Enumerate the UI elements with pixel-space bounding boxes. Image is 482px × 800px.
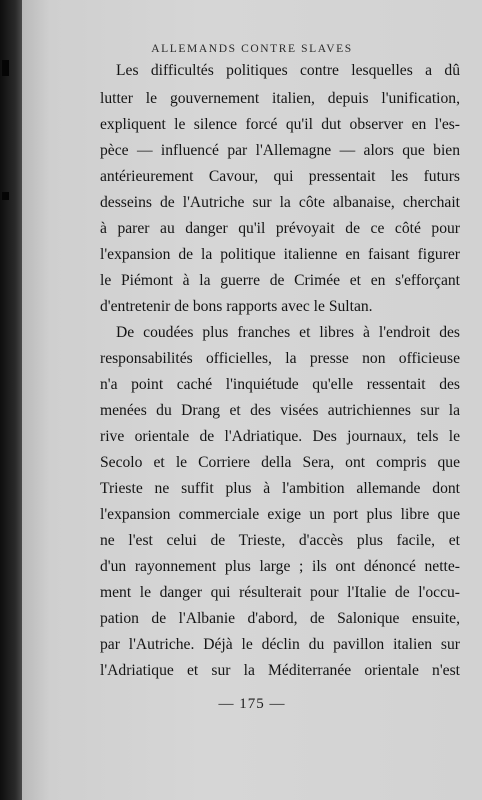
text-line: pèce — influencé par l'Allemagne — alors que bien	[100, 142, 460, 159]
text-line: expliquent le silence forcé qu'il dut observer en l'es-	[100, 116, 460, 133]
text-line: l'expansion commerciale exige un port plus libre que	[100, 506, 460, 523]
text-line: d'un rayonnement plus large ; ils ont dénoncé nette-	[100, 558, 460, 575]
book-page	[22, 0, 482, 800]
book-spine-shadow	[0, 0, 22, 800]
text-line: à parer au danger qu'il prévoyait de ce côté pour	[100, 220, 460, 237]
text-line: l'expansion de la politique italienne en faisant figurer	[100, 246, 460, 263]
text-line: ment le danger qui résulterait pour l'Italie de l'occu-	[100, 584, 460, 601]
page-number: — 175 —	[218, 696, 286, 712]
text-line: l'Adriatique et sur la Méditerranée orientale n'est	[100, 662, 460, 679]
text-line: lutter le gouvernement italien, depuis l'unification,	[100, 90, 460, 107]
binding-mark	[2, 60, 9, 76]
text-line: desseins de l'Autriche sur la côte albanaise, cherchait	[100, 194, 460, 211]
text-line: responsabilités officielles, la presse non officieuse	[100, 350, 460, 367]
text-line: d'entretenir de bons rapports avec le Sultan.	[100, 298, 373, 315]
text-line: le Piémont à la guerre de Crimée et en s'efforçant	[100, 272, 460, 289]
text-line: De coudées plus franches et libres à l'endroit des	[116, 324, 460, 341]
text-line: menées du Drang et des visées autrichiennes sur la	[100, 402, 460, 419]
running-head: ALLEMANDS CONTRE SLAVES	[151, 43, 353, 55]
text-line: par l'Autriche. Déjà le déclin du pavillon italien sur	[100, 636, 460, 653]
text-line: Les difficultés politiques contre lesquelles a dû	[116, 62, 460, 79]
text-line: Trieste ne suffit plus à l'ambition allemande dont	[100, 480, 460, 497]
text-line: pation de l'Albanie d'abord, de Salonique ensuite,	[100, 610, 460, 627]
text-line: Secolo et le Corriere della Sera, ont compris que	[100, 454, 460, 471]
text-line: n'a point caché l'inquiétude qu'elle ressentait des	[100, 376, 460, 393]
text-line: ne l'est celui de Trieste, d'accès plus facile, et	[100, 532, 460, 549]
text-line: rive orientale de l'Adriatique. Des journaux, tels le	[100, 428, 460, 445]
binding-mark	[2, 192, 9, 200]
text-line: antérieurement Cavour, qui pressentait les futurs	[100, 168, 460, 185]
